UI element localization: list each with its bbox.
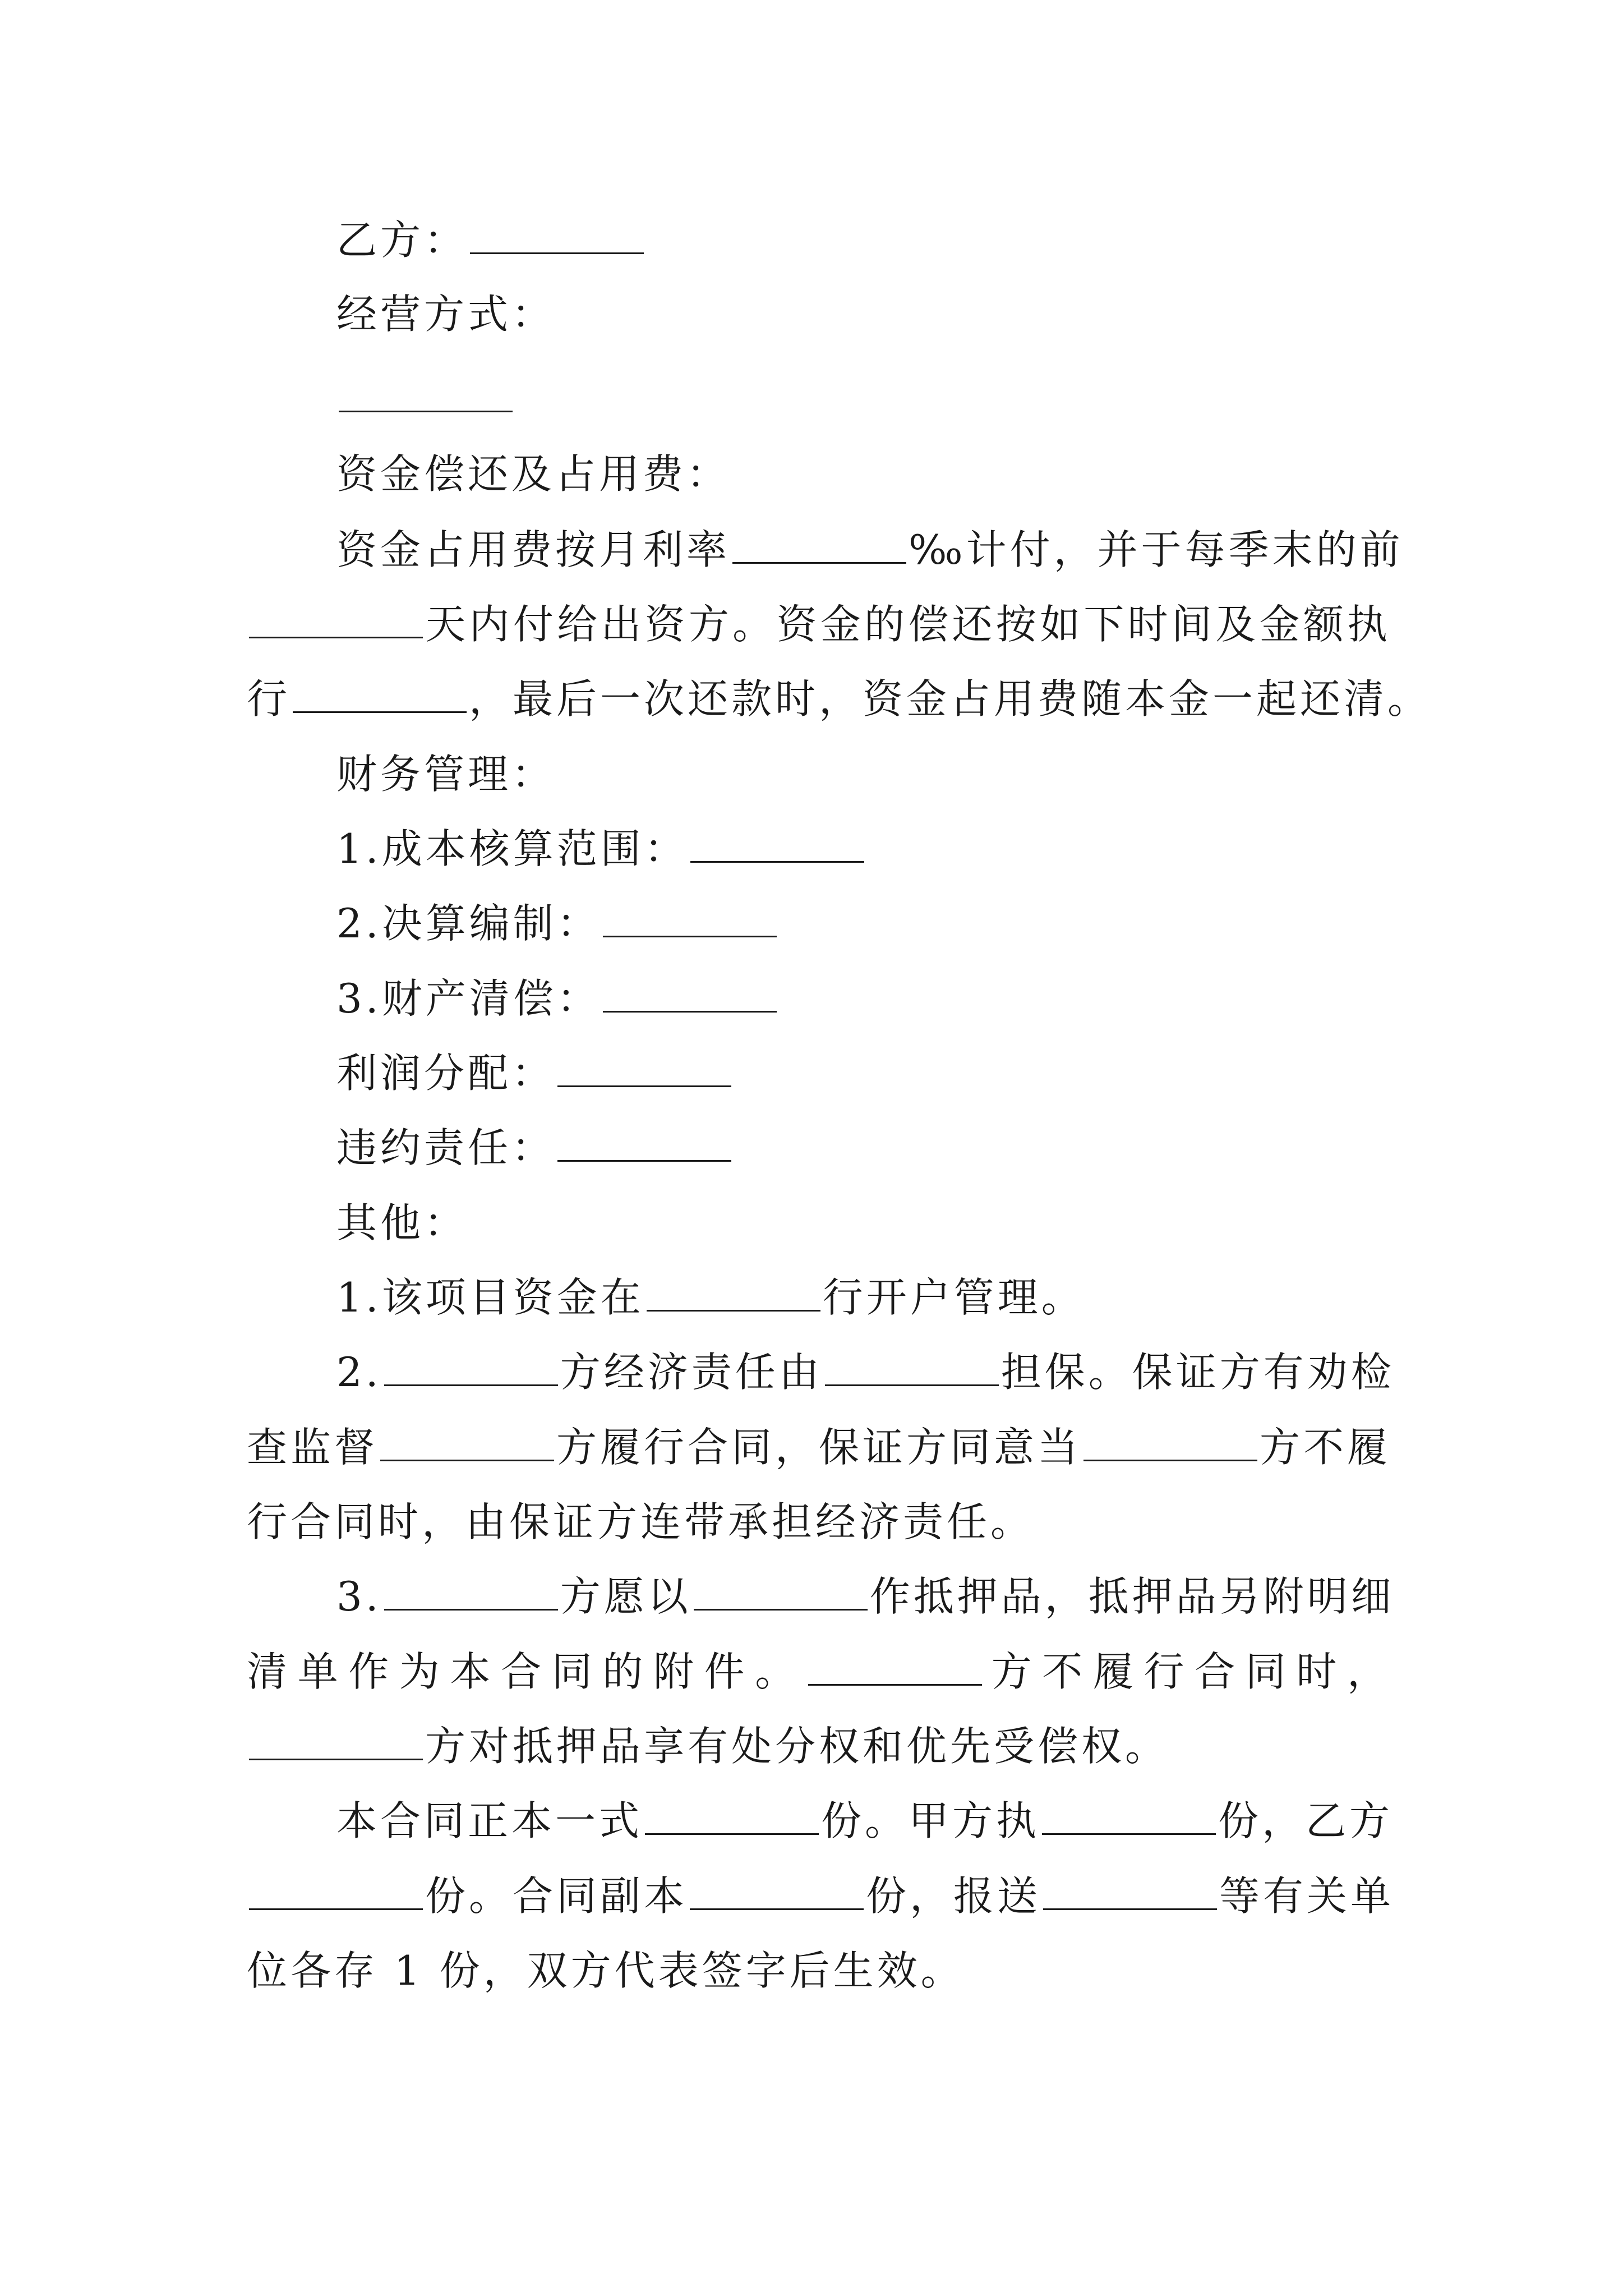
final-accounts-line <box>247 895 1391 951</box>
defaulting-party-blank[interactable] <box>1083 1460 1257 1461</box>
copies-text-1: 本合同正本一式 <box>336 1797 643 1844</box>
guarantee-text-6: 行合同时，由保证方连带承担经济责任。 <box>247 1498 1035 1545</box>
profit-distribution-blank[interactable] <box>557 1085 731 1087</box>
asset-liquidation-line <box>247 970 1391 1027</box>
copies-line-1 <box>247 1793 1394 1849</box>
pledging-party-blank[interactable] <box>384 1609 558 1611</box>
bank-account-text-2: 行开户管理。 <box>822 1274 1085 1321</box>
business-mode-text: 经营方式： <box>336 291 556 338</box>
cost-scope-line <box>247 821 1391 877</box>
breach-liability-line <box>247 1120 1391 1176</box>
effective-text: 位各存 1 份，双方代表签字后生效。 <box>247 1947 965 1994</box>
collateral-text-1: 方愿以 <box>560 1573 691 1620</box>
payment-days-blank[interactable] <box>249 637 423 638</box>
monthly-rate-blank[interactable] <box>732 562 906 564</box>
asset-liquidation-blank[interactable] <box>603 1011 777 1013</box>
business-mode-label <box>247 286 1391 342</box>
collateral-number: 3. <box>336 1573 382 1620</box>
breach-liability-blank[interactable] <box>557 1160 731 1162</box>
repayment-text-2: ，最后一次还款时，资金占用费随本金一起还清。 <box>469 675 1432 723</box>
guarantee-text-5: 方不履 <box>1260 1424 1391 1471</box>
bank-account-line <box>247 1269 1391 1326</box>
collateral-line-1 <box>247 1568 1395 1625</box>
interest-text-1: 资金占用费按月利率 <box>336 526 731 573</box>
guarantee-text-4: 方履行合同，保证方同意当 <box>556 1424 1082 1471</box>
guarantee-text-3: 查监督 <box>247 1424 379 1471</box>
breach-liability-label: 违约责任： <box>336 1124 556 1171</box>
guarantee-line-1 <box>247 1344 1395 1400</box>
guaranteed-party-blank[interactable] <box>384 1384 558 1386</box>
party-b-copies-blank[interactable] <box>249 1908 423 1910</box>
other-heading-text: 其他： <box>336 1199 468 1246</box>
interest-line <box>247 522 1404 578</box>
party-b-line <box>247 212 1391 268</box>
party-b-label: 乙方： <box>336 217 468 264</box>
finance-heading-text: 财务管理： <box>336 751 556 798</box>
cost-scope-label: 1.成本核算范围： <box>336 825 688 872</box>
collateral-text-3: 清单作为本合同的附件。 <box>247 1648 806 1695</box>
party-b-blank[interactable] <box>470 252 644 254</box>
collateral-line-3 <box>247 1718 1391 1774</box>
copies-line-2 <box>247 1868 1395 1924</box>
business-mode-blank-line <box>247 370 1391 426</box>
profit-distribution-line <box>247 1045 1391 1101</box>
duplicate-copies-blank[interactable] <box>690 1908 864 1910</box>
business-mode-blank[interactable] <box>339 411 513 412</box>
effective-line <box>247 1943 1391 1999</box>
guarantee-number: 2. <box>336 1349 382 1396</box>
copies-text-3: 份，乙方 <box>1218 1797 1394 1844</box>
cost-scope-blank[interactable] <box>690 861 864 863</box>
party-a-copies-blank[interactable] <box>1042 1833 1216 1835</box>
bank-name-blank[interactable] <box>647 1310 820 1312</box>
submit-to-blank[interactable] <box>1043 1908 1217 1910</box>
bank-account-text-1: 1.该项目资金在 <box>336 1274 644 1321</box>
payment-days-text: 天内付给出资方。资金的偿还按如下时间及金额执 <box>425 601 1391 648</box>
other-heading <box>247 1195 1391 1251</box>
guarantee-line-3 <box>247 1494 1391 1550</box>
guarantee-text-2: 担保。保证方有劝检 <box>1000 1349 1395 1396</box>
performing-party-blank[interactable] <box>380 1460 554 1461</box>
asset-liquidation-label: 3.财产清偿： <box>336 975 601 1022</box>
disposal-party-blank[interactable] <box>249 1759 423 1760</box>
finance-heading <box>247 746 1391 802</box>
repayment-schedule-line <box>247 671 1432 727</box>
collateral-text-4: 方不履行合同时， <box>984 1648 1391 1695</box>
copies-text-5: 份，报送 <box>866 1872 1041 1920</box>
repayment-schedule-blank[interactable] <box>293 711 467 713</box>
final-accounts-label: 2.决算编制： <box>336 900 601 947</box>
nonperforming-party-blank[interactable] <box>808 1684 982 1686</box>
repayment-heading-text: 资金偿还及占用费： <box>336 450 731 498</box>
final-accounts-blank[interactable] <box>603 936 777 937</box>
profit-distribution-label: 利润分配： <box>336 1050 556 1097</box>
repayment-heading <box>247 446 1391 502</box>
copies-text-6: 等有关单 <box>1219 1872 1395 1920</box>
collateral-text-5: 方对抵押品享有处分权和优先受偿权。 <box>425 1723 1169 1770</box>
guarantee-text-1: 方经济责任由 <box>560 1349 823 1396</box>
payment-days-line <box>247 596 1391 652</box>
interest-text-2: ‰计付，并于每季末的前 <box>909 526 1404 573</box>
guarantee-line-2 <box>247 1419 1391 1475</box>
copies-text-4: 份。合同副本 <box>425 1872 688 1920</box>
copies-text-2: 份。甲方执 <box>821 1797 1040 1844</box>
repayment-text-1: 行 <box>247 675 291 723</box>
collateral-text-2: 作抵押品，抵押品另附明细 <box>869 1573 1395 1620</box>
collateral-item-blank[interactable] <box>694 1609 868 1611</box>
guarantor-blank[interactable] <box>825 1384 999 1386</box>
collateral-line-2 <box>247 1644 1391 1700</box>
original-copies-blank[interactable] <box>645 1833 819 1835</box>
